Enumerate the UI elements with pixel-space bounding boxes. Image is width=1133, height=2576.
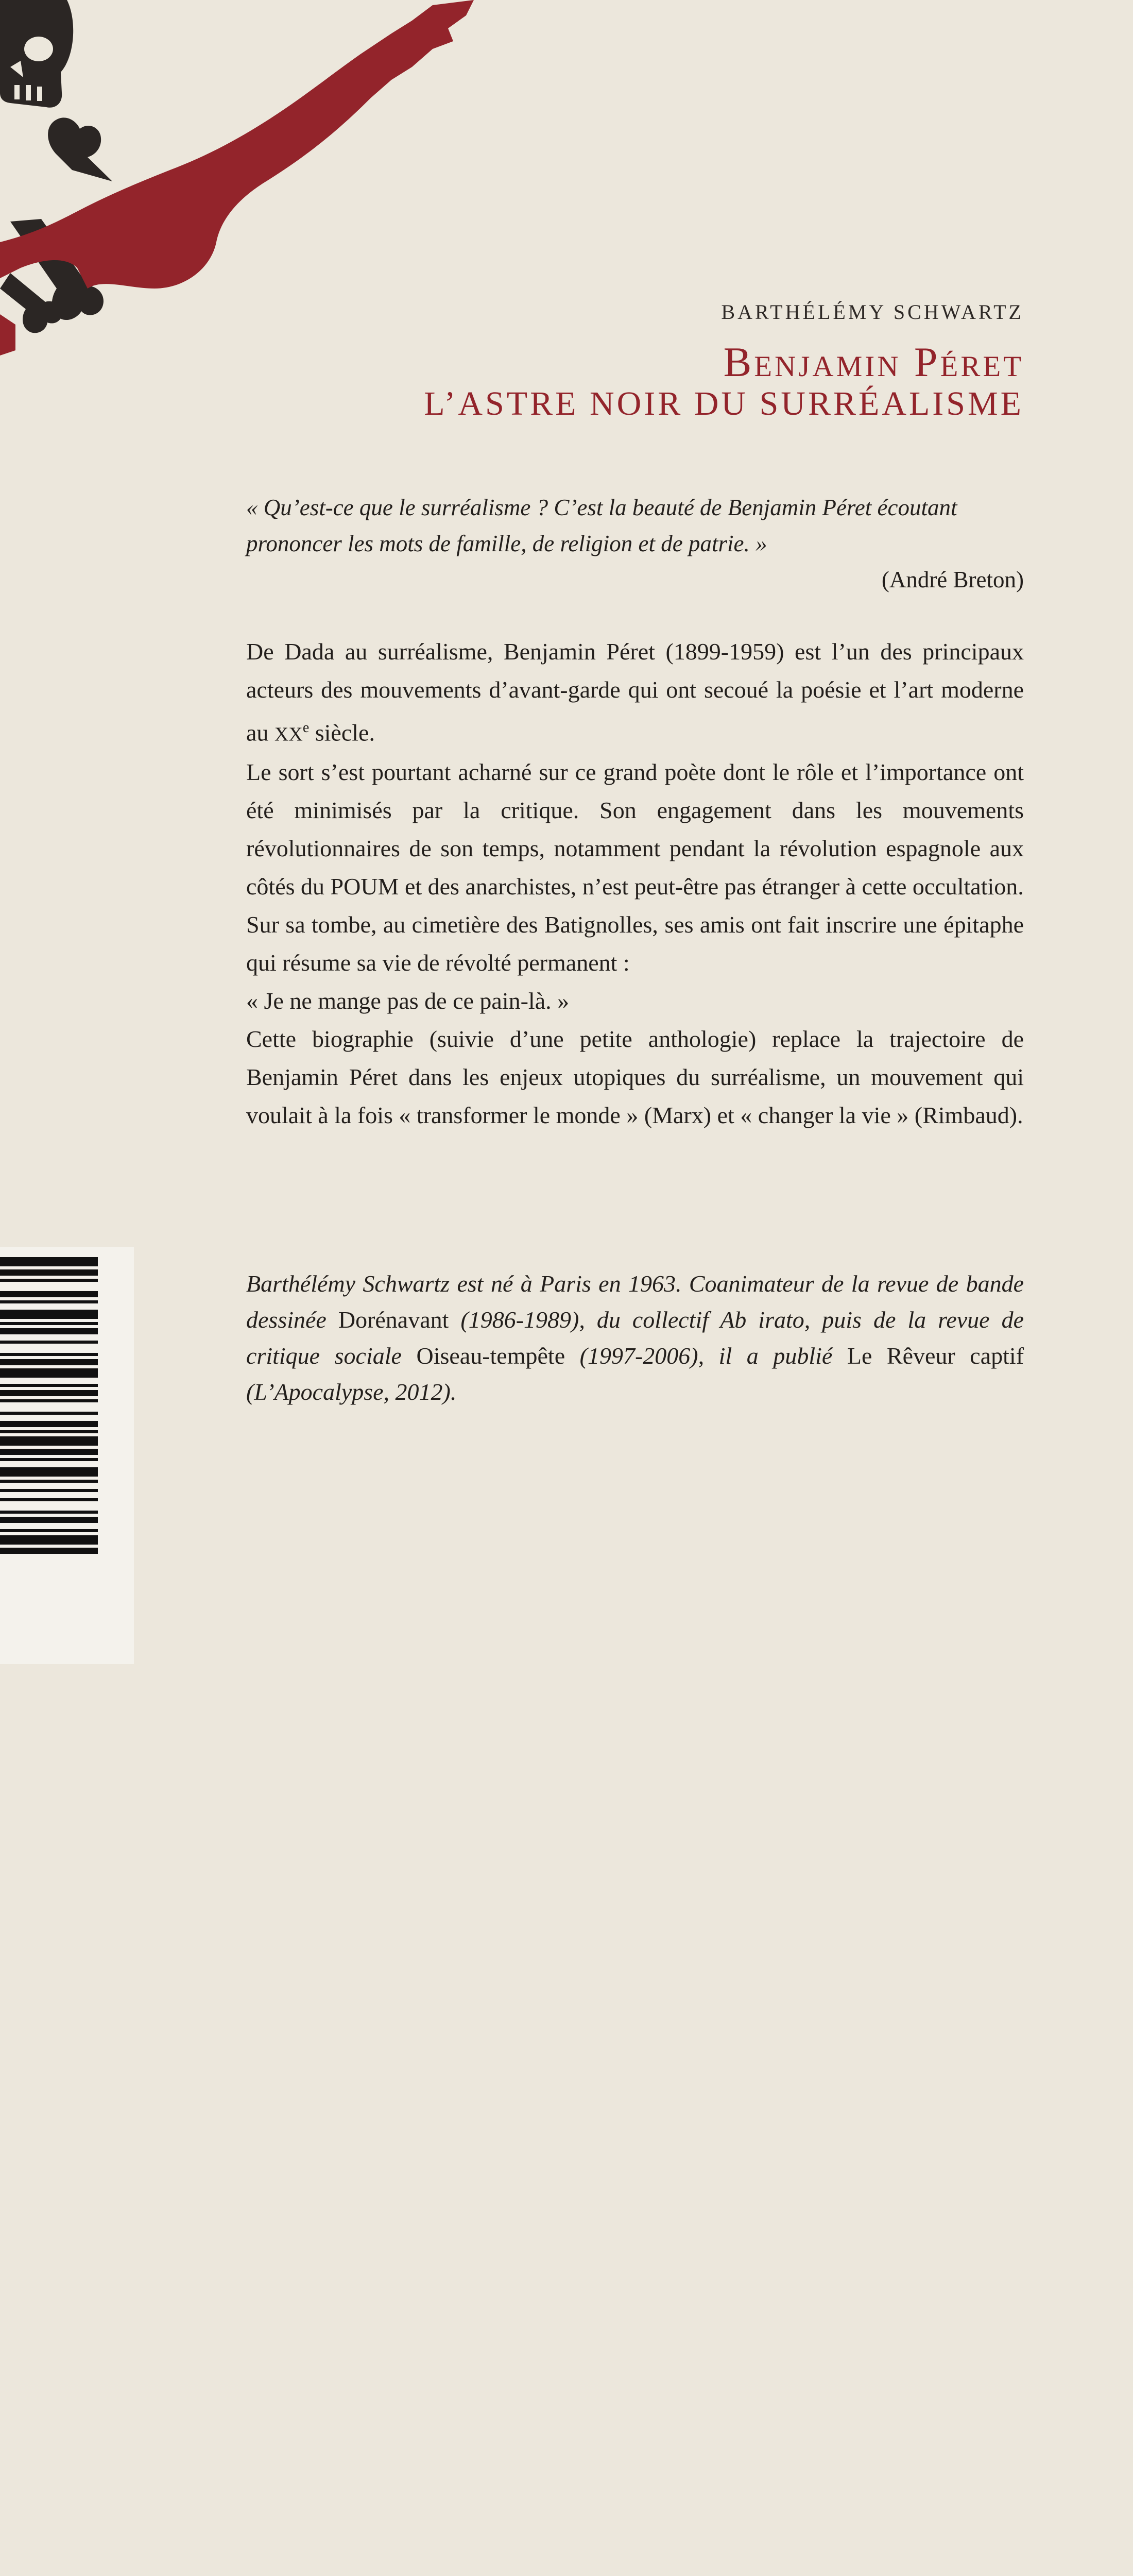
bio-title-reveur: Le Rêveur captif xyxy=(847,1343,1024,1369)
barcode-bar xyxy=(0,1412,98,1415)
bio-title-oiseau: Oiseau-tempête xyxy=(416,1343,565,1369)
barcode-bar xyxy=(0,1322,98,1325)
barcode-bar xyxy=(0,1310,98,1319)
century-superscript: e xyxy=(302,720,310,736)
barcode-bar xyxy=(0,1328,98,1334)
barcode-bar xyxy=(0,1279,98,1282)
barcode-bar xyxy=(0,1269,98,1276)
barcode-bar xyxy=(0,1353,98,1356)
bone-upper-icon xyxy=(48,117,112,181)
title-subtitle: L’ASTRE NOIR DU SURRÉALISME xyxy=(424,385,1024,423)
century-numeral: XX xyxy=(274,723,303,745)
barcode xyxy=(0,1247,134,1664)
bio-text: (L’Apocalypse, 2012). xyxy=(246,1379,457,1405)
title-main: Benjamin Péret xyxy=(723,338,1024,385)
barcode-bar xyxy=(0,1341,98,1344)
barcode-bar xyxy=(0,1535,98,1545)
blurb-paragraph xyxy=(246,633,1024,753)
blurb-paragraph xyxy=(246,906,1024,1020)
skull-eye-icon xyxy=(24,37,53,61)
barcode-bar xyxy=(0,1291,98,1297)
book-title xyxy=(424,340,1024,423)
blurb xyxy=(246,633,1024,1134)
barcode-bar xyxy=(0,1384,98,1387)
barcode-bar xyxy=(0,1300,98,1303)
bio-title-dorenavant: Dorénavant xyxy=(338,1307,449,1333)
bio-text: (1997-2006), il a publié xyxy=(565,1343,847,1369)
barcode-bar xyxy=(0,1480,98,1483)
epigraph-quote xyxy=(246,489,1024,598)
barcode-bar xyxy=(0,1517,98,1523)
barcode-bar xyxy=(0,1449,98,1455)
barcode-bar xyxy=(0,1368,98,1378)
blurb-paragraph: Le sort s’est pourtant acharné sur ce grand poète dont le rôle et l’importance ont été minimisés par la critique. Son engagement dans les mouvements révolutionnaires de son temps, notamment pendant la révolution espagnole aux côtés du POUM et des anarchistes, n’est peut-être pas étranger à cette occultation. xyxy=(246,759,1024,900)
author-bio xyxy=(246,1266,1024,1410)
bio-text: Barthélémy Schwartz est né à Paris en 1963. Coanimateur de la revue de bande dessinée xyxy=(246,1270,1024,1333)
barcode-bar xyxy=(0,1359,98,1365)
epitaph-quote: « Je ne mange pas de ce pain-là. » xyxy=(246,988,570,1014)
barcode-bar xyxy=(0,1548,98,1554)
barcode-bars-icon xyxy=(0,1247,98,1664)
skull-icon xyxy=(0,0,73,108)
author-name: BARTHÉLÉMY SCHWARTZ xyxy=(721,300,1024,324)
barcode-bar xyxy=(0,1257,98,1266)
quote-text: « Qu’est-ce que le surréalisme ? C’est la beauté de Benjamin Péret écoutant prononcer les mots de famille, de religion et de patrie. » xyxy=(246,495,957,556)
blurb-p1-end: siècle. xyxy=(309,719,375,746)
barcode-bar xyxy=(0,1421,98,1427)
barcode-bar xyxy=(0,1390,98,1396)
quote-attribution: (André Breton) xyxy=(881,567,1024,592)
barcode-bar xyxy=(0,1430,98,1433)
cover-illustration xyxy=(0,0,546,392)
barcode-bar xyxy=(0,1436,98,1446)
barcode-bar xyxy=(0,1467,98,1477)
barcode-bar xyxy=(0,1399,98,1402)
blurb-p3-text: Sur sa tombe, au cimetière des Batignolles, ses amis ont fait inscrire une épitaphe qui résume sa vie de révolté permanent : xyxy=(246,911,1024,976)
barcode-bar xyxy=(0,1458,98,1461)
barcode-bar xyxy=(0,1498,98,1501)
barcode-bar xyxy=(0,1529,98,1532)
red-tab-icon xyxy=(0,314,15,355)
blurb-p1-text: De Dada au surréalisme, Benjamin Péret (1899-1959) est l’un des principaux acteurs des mouvements d’avant-garde qui ont secoué la poésie et l’art moderne au xyxy=(246,638,1024,746)
skull-teeth-icon xyxy=(26,85,31,100)
barcode-bar xyxy=(0,1511,98,1514)
bio-text: (1986-1989), du collectif Ab irato, puis de la revue de critique sociale xyxy=(246,1307,1024,1369)
barcode-bar xyxy=(0,1489,98,1492)
blurb-paragraph: Cette biographie (suivie d’une petite anthologie) replace la trajectoire de Benjamin Péret dans les enjeux utopiques du surréalisme, un mouvement qui voulait à la fois « transformer le monde » (Marx) et « changer la vie » (Rimbaud). xyxy=(246,1026,1024,1129)
